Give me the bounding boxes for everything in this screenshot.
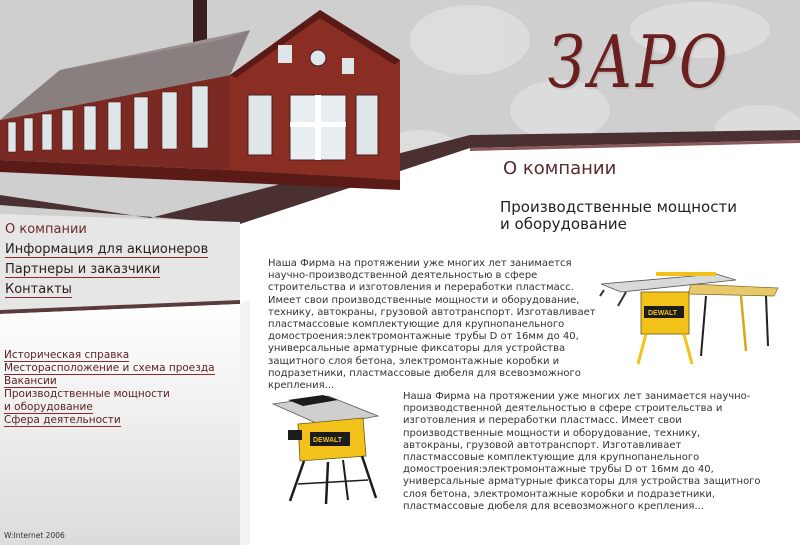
table-saw-image <box>596 266 786 366</box>
product-brand-label-2: DEWALT <box>313 437 343 444</box>
content-paragraph-2: Наша Фирма на протяжении уже многих лет занимается научно-производственной деятельностью в сфере строительства и изготовления и переработки пластмасс. Имеет свои производственные мощности и оборудование, технику, автокраны, грузовой автотранспорт. Изготавливает пластмассовые комплектующие для крупнопанельного домостроения:электромонтажные трубы D от 16мм до 40, универсальные арматурные фиксаторы для устройства защитного слоя бетона, электромонтажные коробки и подразетники, пластмассовые дюбеля для всевозможного крепления... <box>403 391 761 512</box>
sub-menu-item-capacities-2[interactable]: и оборудование <box>4 401 93 413</box>
main-menu-item-about[interactable]: О компании <box>5 222 87 237</box>
site-logo[interactable]: ЗАРО <box>548 20 731 104</box>
main-menu-item-shareholders[interactable]: Информация для акционеров <box>5 242 209 257</box>
sub-menu-item-vacancies[interactable]: Вакансии <box>4 375 57 387</box>
main-menu <box>5 221 235 301</box>
footer-credit: W:Internet 2006 <box>4 531 65 540</box>
page-subtitle: Производственные мощности и оборудование <box>500 198 737 233</box>
sub-menu-item-scope[interactable]: Сфера деятельности <box>4 414 121 426</box>
page-section-title: О компании <box>503 158 617 179</box>
factory-illustration <box>0 0 420 200</box>
main-menu-item-contacts[interactable]: Контакты <box>5 282 72 297</box>
sub-menu-item-history[interactable]: Историческая справка <box>4 349 130 361</box>
content-paragraph-1: Наша Фирма на протяжении уже многих лет занимается научно-производственной деятельностью в сфере строительства и изготовления и переработки пластмасс. Имеет свои производственные мощности и оборудование, технику, автокраны, грузовой автотранспорт. Изготавливает пластмассовые комплектующие для крупнопанельного домостроения:электромонтажные трубы D от 16мм до 40, универсальные арматурные фиксаторы для устройства защитного слоя бетона, электромонтажные коробки и подразетники, пластмассовые дюбеля для всевозможного крепления... <box>268 258 596 392</box>
main-menu-item-partners[interactable]: Партнеры и заказчики <box>5 262 161 277</box>
sub-menu-item-capacities[interactable]: Производственные мощности <box>4 388 170 400</box>
sub-menu-item-location[interactable]: Месторасположение и схема проезда <box>4 362 215 374</box>
sub-menu <box>4 349 234 427</box>
product-brand-label-1: DEWALT <box>648 310 678 317</box>
planer-image <box>268 386 388 506</box>
